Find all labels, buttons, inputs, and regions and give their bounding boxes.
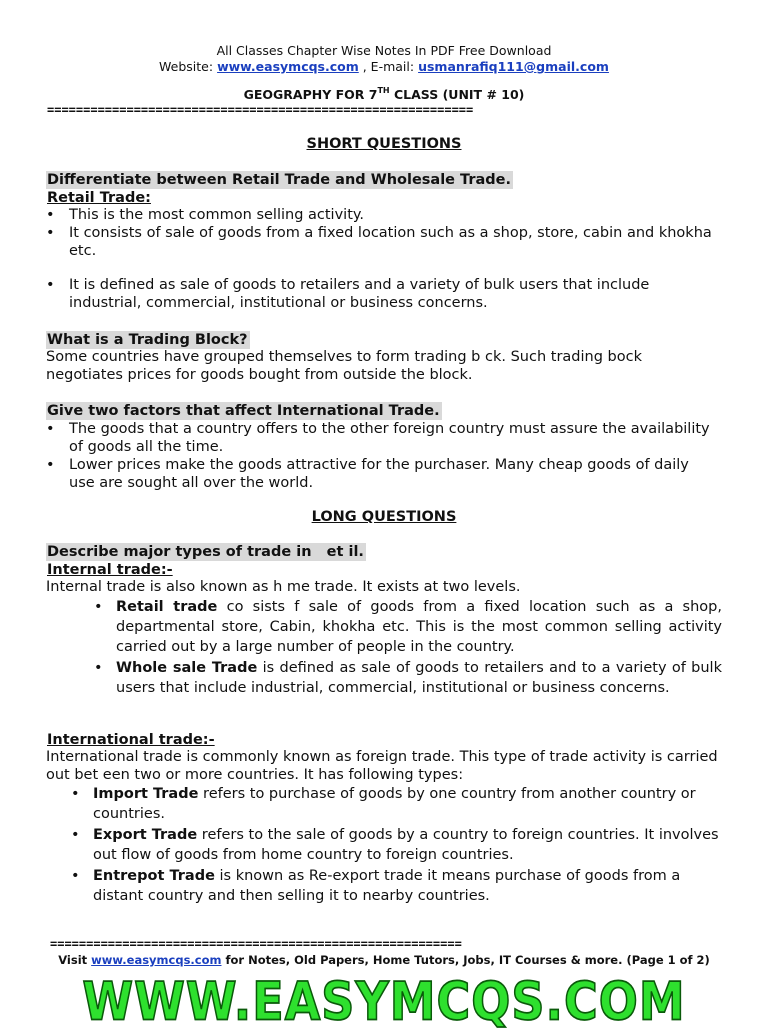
- footer-separator: =========================================================: [50, 938, 462, 950]
- internal-trade-subheading: Internal trade:-: [47, 562, 173, 578]
- title-post: CLASS (UNIT # 10): [389, 87, 525, 102]
- list-item: • The goods that a country offers to the other foreign country must assure the availability of goods all the time.: [46, 420, 716, 456]
- watermark: WWW.EASYMCQS.COM: [82, 970, 686, 1032]
- answer-trading-block: Some countries have grouped themselves to form trading b ck. Such trading bock negotiates prices for goods bought from outside the block.: [46, 349, 642, 383]
- footer-website-link[interactable]: www.easymcqs.com: [91, 953, 222, 967]
- list-item: [94, 658, 722, 698]
- list-item: • It is defined as sale of goods to retailers and a variety of bulk users that include industrial, commercial, institutional or business concerns.: [46, 276, 716, 312]
- item-text: is defined as sale of goods to retailers and to a variety of bulk users that include industrial, commercial, institutional or business concerns.: [116, 660, 722, 696]
- email-label: , E-mail:: [358, 59, 415, 74]
- item-text: refers to the sale of goods by a country to foreign countries. It involves out flow of goods from home country to foreign countries.: [93, 827, 719, 863]
- question-international-factors: Give two factors that affect International Trade.: [47, 403, 440, 419]
- list-item: • This is the most common selling activity.: [46, 206, 716, 224]
- list-item: [71, 825, 721, 865]
- internal-trade-intro: Internal trade is also known as h me trade. It exists at two levels.: [46, 579, 521, 595]
- list-item: • It consists of sale of goods from a fixed location such as a shop, store, cabin and khokha etc.: [46, 224, 716, 260]
- long-questions-heading: LONG QUESTIONS: [311, 509, 457, 525]
- list-item: [94, 597, 722, 657]
- email-link[interactable]: usmanrafiq111@gmail.com: [418, 59, 609, 74]
- website-link[interactable]: www.easymcqs.com: [217, 59, 359, 74]
- list-item: • Lower prices make the goods attractive for the purchaser. Many cheap goods of daily use are sought all over the world.: [46, 456, 716, 492]
- item-term: Retail trade: [116, 599, 218, 615]
- header-separator: ===========================================================: [47, 104, 474, 116]
- item-term: Export Trade: [93, 827, 198, 843]
- footer-visit-line: [0, 953, 768, 967]
- item-text: co sists f sale of goods from a fixed location such as a shop, departmental store, Cabin, khokha etc. This is the most common selling activity carried out by a large number of people in the country.: [116, 599, 722, 655]
- website-label: Website:: [159, 59, 214, 74]
- list-item: [71, 866, 721, 906]
- visit-label: Visit: [58, 953, 92, 967]
- item-text: refers to purchase of goods by one country from another country or countries.: [93, 786, 696, 822]
- item-term: Entrepot Trade: [93, 868, 215, 884]
- header-line: All Classes Chapter Wise Notes In PDF Free Download: [216, 43, 552, 58]
- short-questions-heading: SHORT QUESTIONS: [306, 136, 462, 152]
- page-title: [0, 86, 768, 102]
- visit-text: for Notes, Old Papers, Home Tutors, Jobs, IT Courses & more. (Page 1 of 2): [221, 953, 710, 967]
- question-retail-wholesale: Differentiate between Retail Trade and Wholesale Trade.: [47, 172, 512, 188]
- list-item: [71, 784, 721, 824]
- header-contact: [0, 59, 768, 74]
- title-pre: GEOGRAPHY FOR 7: [243, 87, 378, 102]
- international-trade-subheading: International trade:-: [47, 732, 215, 748]
- factors-list: [46, 420, 716, 492]
- question-major-types: Describe major types of trade in et il.: [47, 544, 364, 560]
- question-trading-block: What is a Trading Block?: [47, 332, 248, 348]
- international-trade-intro: International trade is commonly known as foreign trade. This type of trade activity is carried out bet een two or more countries. It has following types:: [46, 749, 718, 783]
- international-trade-list: [71, 784, 721, 907]
- item-term: Whole sale Trade: [116, 660, 258, 676]
- item-term: Import Trade: [93, 786, 199, 802]
- title-sup: TH: [377, 86, 390, 95]
- retail-trade-subheading: Retail Trade:: [47, 190, 151, 206]
- retail-trade-list: [46, 206, 716, 312]
- item-text: is known as Re-export trade it means purchase of goods from a distant country and then selling it to nearby countries.: [93, 868, 681, 904]
- internal-trade-list: [94, 597, 722, 699]
